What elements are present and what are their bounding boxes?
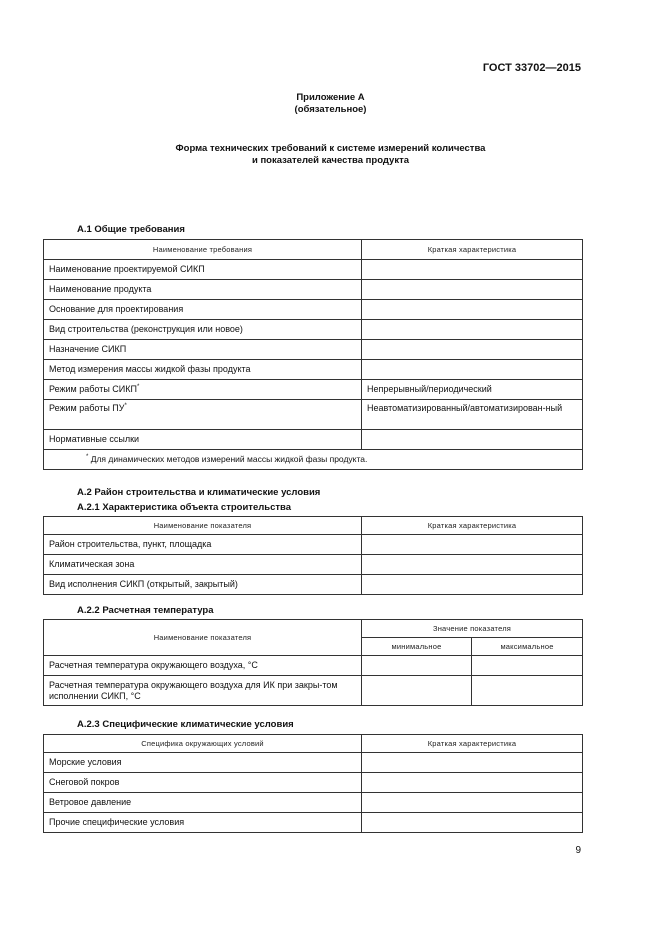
table-design-temperature	[43, 619, 583, 706]
column-header: Краткая характеристика	[362, 240, 583, 260]
table-cell	[362, 813, 583, 833]
column-header: Краткая характеристика	[362, 735, 583, 753]
table-cell	[362, 656, 472, 676]
column-header: Наименование требования	[44, 240, 362, 260]
table-cell: Неавтоматизированный/автоматизирован-ный	[362, 400, 583, 430]
table-cell	[362, 535, 583, 555]
section-a21-heading: А.2.1 Характеристика объекта строительства	[77, 502, 292, 513]
table-cell	[44, 380, 362, 400]
table-cell	[362, 340, 583, 360]
table-cell: Прочие специфические условия	[44, 813, 362, 833]
table-cell: Назначение СИКП	[44, 340, 362, 360]
section-a23-heading: А.2.3 Специфические климатические условия	[77, 719, 294, 730]
cell-text: Режим работы ПУ	[49, 403, 125, 413]
column-header: Краткая характеристика	[362, 517, 583, 535]
table-cell	[44, 400, 362, 430]
table-cell: Вид строительства (реконструкция или новое)	[44, 320, 362, 340]
footnote-text: Для динамических методов измерений массы жидкой фазы продукта.	[90, 454, 368, 464]
table-cell: Расчетная температура окружающего воздуха для ИК при закры-том исполнении СИКП, °С	[44, 676, 362, 706]
table-climate-conditions	[43, 734, 583, 833]
table-cell: Наименование проектируемой СИКП	[44, 260, 362, 280]
footnote-mark: *	[137, 384, 140, 390]
table-cell: Нормативные ссылки	[44, 430, 362, 450]
table-cell	[362, 320, 583, 340]
table-cell: Наименование продукта	[44, 280, 362, 300]
appendix-status: (обязательное)	[294, 104, 367, 115]
table-cell	[362, 280, 583, 300]
table-cell: Климатическая зона	[44, 555, 362, 575]
table-cell	[362, 773, 583, 793]
table-cell	[362, 575, 583, 595]
section-a2-heading: А.2 Район строительства и климатические условия	[77, 487, 321, 498]
section-a1-heading: А.1 Общие требования	[77, 224, 185, 235]
table-general-requirements	[43, 239, 583, 470]
table-cell: Расчетная температура окружающего воздуха, °С	[44, 656, 362, 676]
table-cell	[362, 300, 583, 320]
table-construction-object	[43, 516, 583, 595]
column-header: максимальное	[472, 638, 583, 656]
table-cell: Морские условия	[44, 753, 362, 773]
footnote-mark: *	[86, 454, 89, 460]
table-cell	[362, 430, 583, 450]
table-cell	[362, 793, 583, 813]
table-cell: Вид исполнения СИКП (открытый, закрытый)	[44, 575, 362, 595]
column-group-header: Значение показателя	[362, 620, 583, 638]
table-cell	[362, 753, 583, 773]
table-cell	[472, 676, 583, 706]
section-a22-heading: А.2.2 Расчетная температура	[77, 605, 214, 616]
table-cell: Основание для проектирования	[44, 300, 362, 320]
table-cell	[362, 360, 583, 380]
table-cell: Район строительства, пункт, площадка	[44, 535, 362, 555]
table-cell: Снеговой покров	[44, 773, 362, 793]
column-header: Наименование показателя	[44, 620, 362, 656]
appendix-title: Приложение А	[296, 92, 365, 103]
column-header: Специфика окружающих условий	[44, 735, 362, 753]
form-title-line2: и показателей качества продукта	[251, 155, 410, 166]
table-cell	[362, 555, 583, 575]
footnote-mark: *	[124, 403, 127, 409]
cell-text: Режим работы СИКП	[49, 384, 137, 394]
table-cell	[362, 260, 583, 280]
table-footnote	[44, 450, 583, 470]
table-cell: Непрерывный/периодический	[362, 380, 583, 400]
column-header: Наименование показателя	[44, 517, 362, 535]
table-cell: Ветровое давление	[44, 793, 362, 813]
form-title-line1: Форма технических требований к системе измерений количества	[175, 143, 486, 154]
page-number: 9	[575, 845, 581, 856]
document-code: ГОСТ 33702—2015	[482, 62, 581, 74]
table-cell: Метод измерения массы жидкой фазы продукта	[44, 360, 362, 380]
column-header: минимальное	[362, 638, 472, 656]
table-cell	[472, 656, 583, 676]
table-cell	[362, 676, 472, 706]
